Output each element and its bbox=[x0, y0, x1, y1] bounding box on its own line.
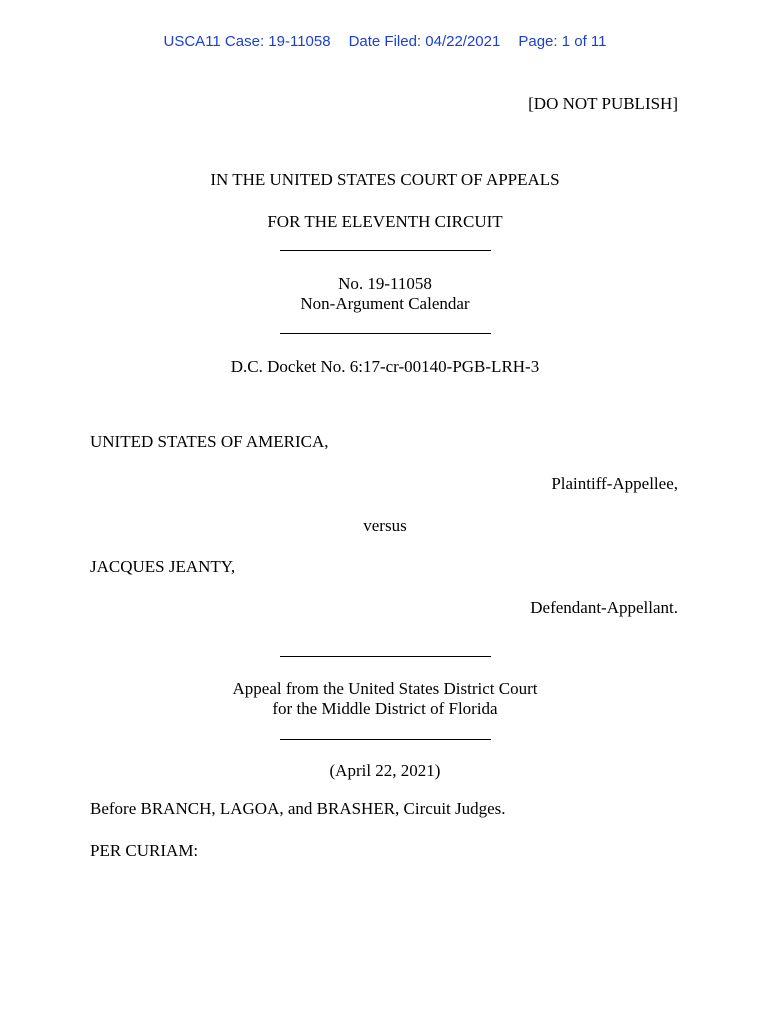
judges-panel: Before BRANCH, LAGOA, and BRASHER, Circuit Judges. bbox=[90, 799, 506, 818]
defendant-name: JACQUES JEANTY, bbox=[90, 557, 236, 576]
divider bbox=[280, 656, 491, 657]
versus-label: versus bbox=[363, 516, 407, 535]
divider bbox=[280, 739, 491, 740]
plaintiff-name: UNITED STATES OF AMERICA, bbox=[90, 432, 329, 451]
divider bbox=[280, 333, 491, 334]
filing-header bbox=[0, 33, 770, 50]
calendar-type: Non-Argument Calendar bbox=[300, 294, 470, 313]
court-name: IN THE UNITED STATES COURT OF APPEALS bbox=[210, 170, 560, 189]
defendant-role: Defendant-Appellant. bbox=[530, 598, 678, 617]
docket-number: D.C. Docket No. 6:17-cr-00140-PGB-LRH-3 bbox=[230, 357, 540, 376]
appeal-district: for the Middle District of Florida bbox=[272, 699, 498, 718]
per-curiam-label: PER CURIAM: bbox=[90, 841, 199, 860]
case-number: No. 19-11058 bbox=[338, 274, 432, 293]
decision-date: (April 22, 2021) bbox=[329, 761, 441, 780]
divider bbox=[280, 250, 491, 251]
circuit-name: FOR THE ELEVENTH CIRCUIT bbox=[267, 212, 503, 231]
date-filed-stamp: Date Filed: 04/22/2021 bbox=[348, 33, 501, 50]
appeal-court: Appeal from the United States District Court bbox=[232, 679, 538, 698]
publish-note: [DO NOT PUBLISH] bbox=[528, 94, 678, 113]
case-number-stamp: USCA11 Case: 19-11058 bbox=[163, 33, 331, 50]
plaintiff-role: Plaintiff-Appellee, bbox=[551, 474, 678, 493]
page-count-stamp: Page: 1 of 11 bbox=[518, 33, 607, 50]
